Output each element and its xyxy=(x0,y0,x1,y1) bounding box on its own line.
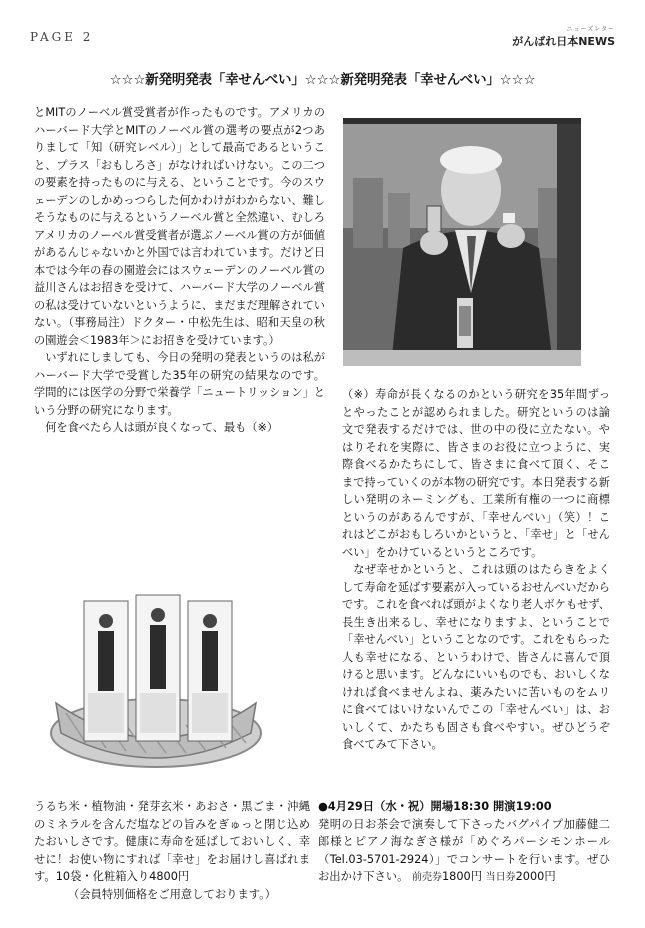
right-paragraph-1: （※）寿命が長くなるのかという研究を35年間ずっとやったことが認められました。研究というのは論文で発表するだけでは、世の中の役に立たない。やはりそれを実際に、皆さまのお役に立つように、実際食べるかたちにして、皆さまに食べて頂く、そこまで持っていくのが本物の研究です。本日発表する新しい発明のネーミングも、工業所有権の一つに商標というのがあるんですが、「幸せんべい」（笑）！これはどこがおもしろいかというと、「幸せ」と「せんべい」をかけているというところです。 xyxy=(342,388,610,559)
masthead-title: がんばれ日本NEWS xyxy=(512,35,615,48)
event-description: 発明の日お茶会で演奏して下さったバグパイプ加藤健二郎様とピアノ海なぎさ様が「めぐろパーシモンホール（Tel.03-5701-2924）」でコンサートを行います。ぜひお出かけ下さい。 xyxy=(318,817,610,883)
door-ticket-label: 当日券 xyxy=(485,872,516,883)
event-notice xyxy=(318,798,610,887)
advance-ticket-price: 1800円 xyxy=(441,870,483,883)
product-photo xyxy=(46,583,266,771)
left-paragraph-1: とMITのノーベル賞受賞者が作ったものです。アメリカのハーバード大学とMITのノーベル賞の選考の要点が2つありまして「知（研究レベル）」として最高であるということ、プラス「おもしろさ」がなければいけない。この二つの要素を持ったものに与える、ということです。今のスウェーデンのしかめっつらした何かわけがわからない、難しそうなものに与えるというノーベル賞と全然違い、むしろアメリカのノーベル賞受賞者が選ぶノーベル賞の方が価値があるんじゃないかと外国では言われています。だけど日本では今年の春の園遊会にはスウェーデンのノーベル賞の益川さんはお招きを受けて、ハーバード大学のノーベル賞の私は受けていないというように、まだまだ理解されていない。（事務局注）ドクター・中松先生は、昭和天皇の秋の園遊会＜1983年＞にお招きを受けています。） xyxy=(34,106,325,347)
event-body xyxy=(318,816,610,887)
product-description: うるち米・植物油・発芽玄米・あおさ・黒ごま・沖縄のミネラルを含んだ塩などの旨みをぎゅっと閉じ込めたおいしさです。健康に寿命を延ばしておいしく、幸せに！お使い物にすれば「幸せ」をお届けし喜ばれます。10袋・化粧箱入り4800円 xyxy=(34,800,310,883)
masthead-subtitle: ニューズレター xyxy=(566,26,615,33)
product-description-block xyxy=(34,798,310,903)
article-headline: ☆☆☆新発明発表「幸せんべい」☆☆☆新発明発表「幸せんべい」☆☆☆ xyxy=(109,72,536,88)
left-paragraph-3: 何を食べたら人は頭が良くなって、最も（※） xyxy=(45,421,279,434)
advance-ticket-label: 前売券 xyxy=(411,872,442,883)
left-column xyxy=(34,104,325,437)
door-ticket-price: 2000円 xyxy=(515,870,556,883)
member-price-note: （会員特別価格をご用意しております。） xyxy=(67,887,277,901)
presenter-photo xyxy=(343,118,581,366)
right-column xyxy=(342,386,610,754)
masthead xyxy=(512,24,615,49)
left-paragraph-2: いずれにしましても、今日の発明の発表というのは私がハーバード大学で受賞した35年の研究の結果なのです。学問的には医学の分野で栄養学「ニュートリッション」という分野の研究になります。 xyxy=(34,351,325,417)
right-paragraph-2: なぜ幸せかというと、これは頭のはたらきをよくして寿命を延ばす要素が入っているおせんべいだからです。これを食べれば頭がよくなり老人ボケもせず、長生き出来るし、幸せになりますよ、ということで「幸せんべい」ということなのです。これをもらった人も幸せになる、というわけで、皆さんに喜んで頂けると思います。どんなにいいものでも、おいしくなければ食べませんよね、薬みたいに苦いものをムリに食べてはいけないんでこの「幸せんべい」は、おいしくて、かたちも固さも食べやすい。ぜひどうぞ食べてみて下さい。 xyxy=(342,563,610,751)
presenter-illustration xyxy=(343,118,581,366)
event-date: ●4月29日（水・祝）開場18:30 開演19:00 xyxy=(318,800,552,813)
page-number: PAGE 2 xyxy=(30,30,94,44)
product-illustration xyxy=(46,583,266,771)
